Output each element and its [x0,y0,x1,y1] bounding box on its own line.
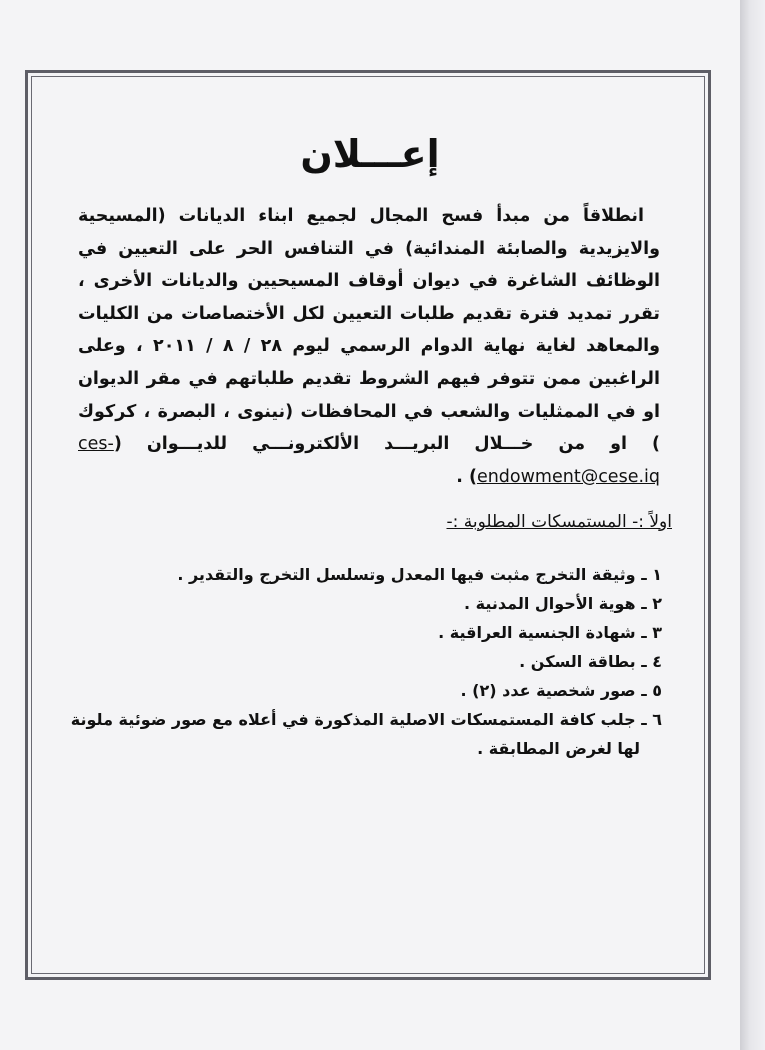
requirement-item-1: ١ ـ وثيقة التخرج مثبت فيها المعدل وتسلسل التخرج والتقدير . [177,565,662,584]
requirement-item-2: ٢ ـ هوية الأحوال المدنية . [463,594,662,613]
requirement-item-6 [70,705,662,763]
requirement-item-5: ٥ ـ صور شخصية عدد (٢) . [460,681,662,700]
requirement-item-6-continuation: لها لغرض المطابقة . [477,739,640,758]
requirement-item-4: ٤ ـ بطاقة السكن . [519,652,662,671]
requirements-list [70,560,662,763]
requirement-item-6-text: ٦ ـ جلب كافة المستمسكات الاصلية المذكورة في أعلاه مع صور ضوئية ملونة [70,710,662,729]
announcement-title: إعـــلان [300,132,440,176]
email-address: ces-endowment@cese.iq [78,434,660,487]
paragraph-end: . [456,466,469,487]
requirement-item-3: ٣ ـ شهادة الجنسية العراقية . [438,623,662,642]
announcement-paragraph: انطلاقاً من مبدأ فسح المجال لجميع ابناء الديانات (المسيحية والايزيدية والصابئة المندائية) في التنافس الحر على التعيين في الوظائف الشاغرة في ديوان أوقاف المسيحيين والديانات الأخرى ، تقرر تمديد فترة تقديم طلبات التعيين لكل الأختصاصات من الكليات والمعاهد لغاية نهاية الدوام الرسمي ليوم ٢٨ / ٨ / ٢٠١١ ، وعلى الراغبين ممن تتوفر فيهم الشروط تقديم طلباتهم في مقر الديوان او في الممثليات والشعب في المحافظات (نينوى ، البصرة ، كركوك ) او من خـــلال البريـــد الألكترونـــي للديـــوان (ces-endowment@cese.iq) . [78,206,661,487]
requirements-heading [447,512,673,532]
page-edge [740,0,765,1050]
requirements-heading-text: اولاً :- المستمسكات المطلوبة :- [446,512,672,532]
announcement-paragraph-text: انطلاقاً من مبدأ فسح المجال لجميع ابناء الديانات (المسيحية والايزيدية والصابئة المندائية) في التنافس الحر على التعيين في الوظائف الشاغرة في ديوان أوقاف المسيحيين والديانات الأخرى ، تقرر تمديد فترة تقديم طلبات التعيين لكل الأختصاصات من الكليات والمعاهد لغاية نهاية الدوام الرسمي ليوم ٢٨ / ٨ / ٢٠١١ ، وعلى الراغبين ممن تتوفر فيهم الشروط تقديم طلباتهم في مقر الديوان او في الممثليات والشعب في المحافظات (نينوى ، البصرة ، كركوك ) او من خـــلال البريـــد الألكترونـــي للديـــوان [78,206,661,455]
